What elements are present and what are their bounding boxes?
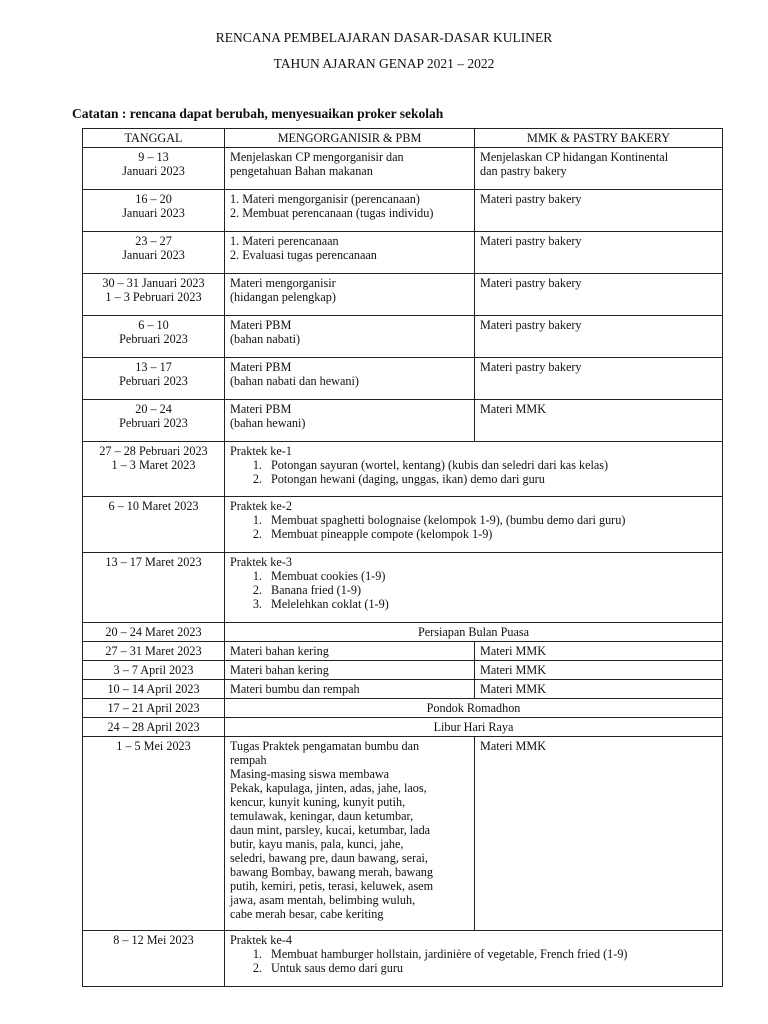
mmk-cell: Materi pastry bakery: [475, 190, 723, 232]
list-item: 1. Potongan sayuran (wortel, kentang) (kubis dan seledri dari kas kelas): [265, 458, 717, 472]
mmk-cell: Materi MMK: [475, 400, 723, 442]
date-cell: 9 – 13 Januari 2023: [83, 148, 225, 190]
date-cell: 30 – 31 Januari 2023 1 – 3 Pebruari 2023: [83, 274, 225, 316]
mmk-cell: Materi MMK: [475, 680, 723, 699]
date-cell: 16 – 20 Januari 2023: [83, 190, 225, 232]
list-item: 2. Untuk saus demo dari guru: [265, 961, 717, 975]
table-row: [83, 737, 723, 931]
table-row: [83, 718, 723, 737]
pbm-cell: Materi PBM (bahan nabati dan hewani): [225, 358, 475, 400]
column-header-pbm: MENGORGANISIR & PBM: [225, 129, 475, 148]
praktek-cell: [225, 442, 723, 497]
praktek-cell: [225, 497, 723, 553]
mmk-cell: Materi pastry bakery: [475, 316, 723, 358]
document-title: RENCANA PEMBELAJARAN DASAR-DASAR KULINER: [215, 30, 553, 45]
date-cell: 20 – 24 Pebruari 2023: [83, 400, 225, 442]
praktek-title: Praktek ke-3: [230, 555, 292, 569]
date-cell: 23 – 27 Januari 2023: [83, 232, 225, 274]
table-row: [83, 699, 723, 718]
table-row: [83, 680, 723, 699]
praktek-list: [230, 947, 717, 975]
pbm-cell: Tugas Praktek pengamatan bumbu dan rempah Masing-masing siswa membawa Pekak, kapulaga, jinten, adas, jahe, laos, kencur, kunyit kuning, kunyit putih, temulawak, keningar, daun ketumbar, daun mint, parsley, kucai, ketumbar, lada butir, kayu manis, pala, kunci, jahe, seledri, bawang pre, daun bawang, serai, bawang Bombay, bawang merah, bawang putih, kemiri, petis, terasi, keluwek, asem jawa, asam mentah, belimbing wuluh, cabe merah besar, cabe keriting: [225, 737, 475, 931]
mmk-cell: Materi MMK: [475, 642, 723, 661]
list-item: 1. Membuat hamburger hollstain, jardinière of vegetable, French fried (1-9): [265, 947, 717, 961]
praktek-title: Praktek ke-4: [230, 933, 292, 947]
date-cell: 6 – 10 Pebruari 2023: [83, 316, 225, 358]
date-cell: 20 – 24 Maret 2023: [83, 623, 225, 642]
praktek-title: Praktek ke-1: [230, 444, 292, 458]
column-header-mmk: MMK & PASTRY BAKERY: [475, 129, 723, 148]
event-cell: Libur Hari Raya: [225, 718, 723, 737]
mmk-cell: Materi pastry bakery: [475, 358, 723, 400]
date-cell: 6 – 10 Maret 2023: [83, 497, 225, 553]
list-item: 1. Membuat spaghetti bolognaise (kelompok 1-9), (bumbu demo dari guru): [265, 513, 717, 527]
pbm-cell: 1. Materi mengorganisir (perencanaan) 2. Membuat perencanaan (tugas individu): [225, 190, 475, 232]
pbm-cell: Materi PBM (bahan nabati): [225, 316, 475, 358]
table-row: [83, 190, 723, 232]
pbm-cell: Menjelaskan CP mengorganisir dan pengetahuan Bahan makanan: [225, 148, 475, 190]
list-item: 1. Membuat cookies (1-9): [265, 569, 717, 583]
mmk-cell: Materi pastry bakery: [475, 232, 723, 274]
table-row: [83, 232, 723, 274]
pbm-cell: Materi bahan kering: [225, 661, 475, 680]
date-cell: 10 – 14 April 2023: [83, 680, 225, 699]
mmk-cell: Materi MMK: [475, 661, 723, 680]
event-cell: Pondok Romadhon: [225, 699, 723, 718]
table-row: [83, 442, 723, 497]
pbm-cell: 1. Materi perencanaan 2. Evaluasi tugas perencanaan: [225, 232, 475, 274]
note-text: Catatan : rencana dapat berubah, menyesuaikan proker sekolah: [72, 106, 444, 121]
mmk-cell: Materi MMK: [475, 737, 723, 931]
date-cell: 27 – 28 Pebruari 2023 1 – 3 Maret 2023: [83, 442, 225, 497]
document-subtitle: TAHUN AJARAN GENAP 2021 – 2022: [273, 56, 495, 71]
pbm-cell: Materi mengorganisir (hidangan pelengkap): [225, 274, 475, 316]
schedule-table: [82, 128, 723, 987]
praktek-list: [230, 513, 717, 541]
praktek-list: [230, 569, 717, 611]
list-item: 2. Banana fried (1-9): [265, 583, 717, 597]
list-item: 2. Potongan hewani (daging, unggas, ikan) demo dari guru: [265, 472, 717, 486]
table-row: [83, 497, 723, 553]
date-cell: 24 – 28 April 2023: [83, 718, 225, 737]
table-row: [83, 316, 723, 358]
mmk-cell: Materi pastry bakery: [475, 274, 723, 316]
table-row: [83, 661, 723, 680]
table-row: [83, 358, 723, 400]
praktek-cell: [225, 931, 723, 987]
pbm-cell: Materi PBM (bahan hewani): [225, 400, 475, 442]
table-row: [83, 642, 723, 661]
date-cell: 8 – 12 Mei 2023: [83, 931, 225, 987]
event-cell: Persiapan Bulan Puasa: [225, 623, 723, 642]
table-row: [83, 623, 723, 642]
date-cell: 1 – 5 Mei 2023: [83, 737, 225, 931]
table-row: [83, 148, 723, 190]
date-cell: 13 – 17 Maret 2023: [83, 553, 225, 623]
table-row: [83, 274, 723, 316]
table-row: [83, 553, 723, 623]
praktek-list: [230, 458, 717, 486]
mmk-cell: Menjelaskan CP hidangan Kontinental dan pastry bakery: [475, 148, 723, 190]
table-header-row: [83, 129, 723, 148]
praktek-title: Praktek ke-2: [230, 499, 292, 513]
table-row: [83, 400, 723, 442]
date-cell: 3 – 7 April 2023: [83, 661, 225, 680]
list-item: 2. Membuat pineapple compote (kelompok 1-9): [265, 527, 717, 541]
pbm-cell: Materi bumbu dan rempah: [225, 680, 475, 699]
date-cell: 17 – 21 April 2023: [83, 699, 225, 718]
pbm-cell: Materi bahan kering: [225, 642, 475, 661]
table-row: [83, 931, 723, 987]
praktek-cell: [225, 553, 723, 623]
column-header-tanggal: TANGGAL: [83, 129, 225, 148]
date-cell: 13 – 17 Pebruari 2023: [83, 358, 225, 400]
list-item: 3. Melelehkan coklat (1-9): [265, 597, 717, 611]
date-cell: 27 – 31 Maret 2023: [83, 642, 225, 661]
